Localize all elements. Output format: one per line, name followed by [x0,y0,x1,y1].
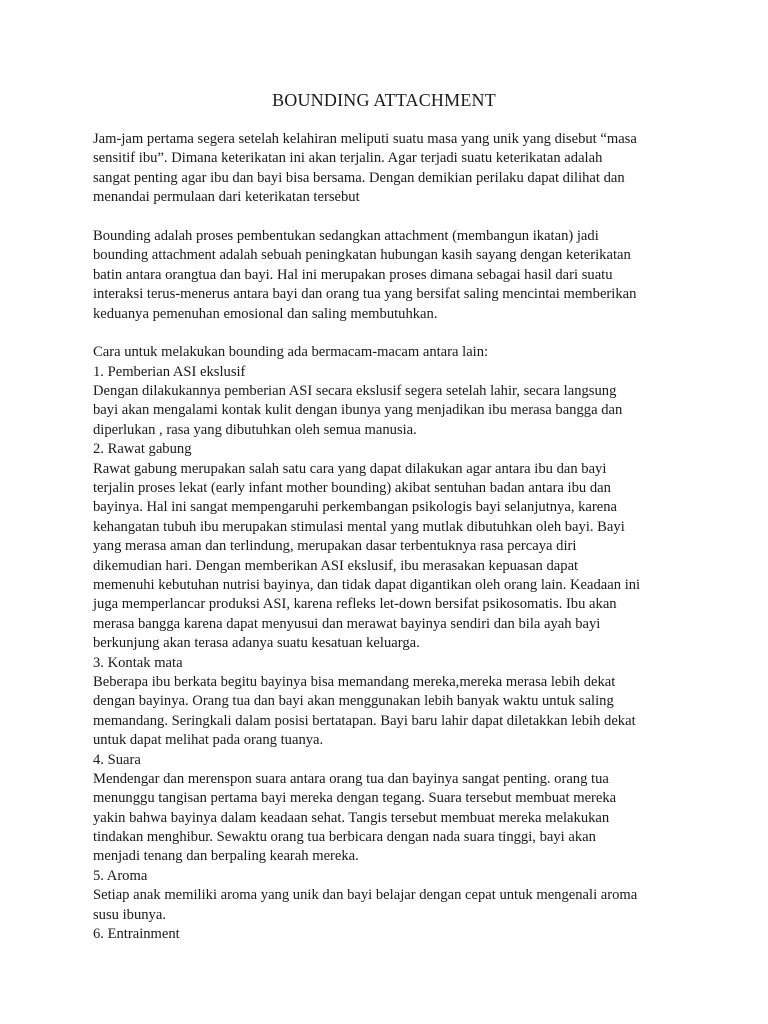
text-line: Setiap anak memiliki aroma yang unik dan bayi belajar dengan cepat untuk mengenali aroma [93,887,638,904]
text-line: diperlukan , rasa yang dibutuhkan oleh semua manusia. [93,421,417,438]
text-line: bayinya. Hal ini sangat mempengaruhi perkembangan psikologis bayi selanjutnya, karena [93,499,618,516]
text-line: Rawat gabung merupakan salah satu cara yang dapat dilakukan agar antara ibu dan bayi [93,460,607,477]
text-line: terjalin proses lekat (early infant mother bounding) akibat sentuhan badan antara ibu dan [93,480,611,497]
text-line: Mendengar dan merenspon suara antara orang tua dan bayinya sangat penting. orang tua [93,770,609,787]
text-line: Cara untuk melakukan bounding ada bermacam-macam antara lain: [93,344,489,361]
paragraph-break [93,324,683,343]
text-line: susu ibunya. [93,906,166,923]
document-title: BOUNDING ATTACHMENT [272,90,496,110]
text-line: memandang. Seringkali dalam posisi bertatapan. Bayi baru lahir dapat diletakkan lebih dekat [93,712,636,729]
text-line: 6. Entrainment [93,926,180,943]
text-line: menjadi tenang dan berpaling kearah mereka. [93,848,359,865]
text-line: menunggu tangisan pertama bayi mereka dengan tegang. Suara tersebut membuat mereka [93,790,617,807]
text-line: dengan bayinya. Orang tua dan bayi akan menggunakan lebih banyak waktu untuk saling [93,693,614,710]
text-line: yang merasa aman dan terlindung, merupakan dasar terbentuknya rasa percaya diri [93,538,577,555]
text-line: tindakan menghibur. Sewaktu orang tua berbicara dengan nada suara tinggi, bayi akan [93,829,596,846]
document-body [93,130,683,944]
text-line: menandai permulaan dari keterikatan tersebut [93,189,360,206]
text-line: juga memperlancar produksi ASI, karena refleks let-down bersifat psikosomatis. Ibu akan [93,596,617,613]
paragraph-break [93,208,683,227]
text-line: yakin bahwa bayinya dalam keadaan sehat. Tangis tersebut membuat mereka melakukan [93,809,610,826]
text-line: kehangatan tubuh ibu merupakan stimulasi mental yang mutlak dibutuhkan oleh bayi. Bayi [93,518,625,535]
text-line: bounding attachment adalah sebuah peningkatan hubungan kasih sayang dengan keterikatan [93,247,631,264]
text-line: dikemudian hari. Dengan memberikan ASI ekslusif, ibu merasakan kepuasan dapat [93,557,579,574]
text-line: 3. Kontak mata [93,654,183,671]
text-line: memenuhi kebutuhan nutrisi bayinya, dan tidak dapat digantikan oleh orang lain. Keadaan ini [93,576,641,593]
text-line: untuk dapat melihat pada orang tuanya. [93,732,324,749]
text-line: Dengan dilakukannya pemberian ASI secara ekslusif segera setelah lahir, secara langsung [93,383,617,400]
text-line: keduanya pemenuhan emosional dan saling membutuhkan. [93,305,438,322]
text-line: Jam-jam pertama segera setelah kelahiran meliputi suatu masa yang unik yang disebut “masa [93,131,637,147]
text-line: 4. Suara [93,751,141,768]
text-line: sensitif ibu”. Dimana keterikatan ini akan terjalin. Agar terjadi suatu keterikatan adalah [93,150,603,167]
text-line: Beberapa ibu berkata begitu bayinya bisa memandang mereka,mereka merasa lebih dekat [93,673,616,690]
text-line: interaksi terus-menerus antara bayi dan orang tua yang bersifat saling mencintai memberikan [93,286,637,303]
text-line: batin antara orangtua dan bayi. Hal ini merupakan proses dimana sebagai hasil dari suatu [93,266,613,283]
text-line: berkunjung akan terasa adanya suatu kesatuan keluarga. [93,635,420,652]
text-line: 2. Rawat gabung [93,441,192,458]
text-line: sangat penting agar ibu dan bayi bisa bersama. Dengan demikian perilaku dapat dilihat dan [93,169,625,186]
text-line: 5. Aroma [93,867,148,884]
text-line: merasa bangga karena dapat menyusui dan merawat bayinya sendiri dan bila ayah bayi [93,615,601,632]
text-line: 1. Pemberian ASI ekslusif [93,363,246,380]
text-line: bayi akan mengalami kontak kulit dengan ibunya yang menjadikan ibu merasa bangga dan [93,402,623,419]
text-line: Bounding adalah proses pembentukan sedangkan attachment (membangun ikatan) jadi [93,227,599,244]
